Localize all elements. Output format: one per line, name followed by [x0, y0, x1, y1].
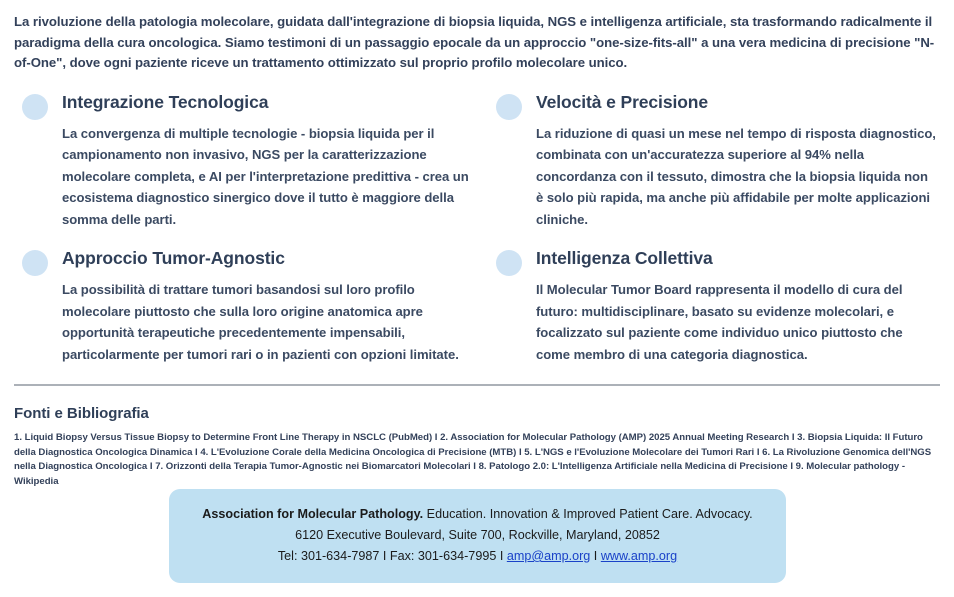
card-title: Intelligenza Collettiva [536, 248, 713, 268]
footer-separator: I [379, 549, 390, 563]
card-text: La riduzione di quasi un mese nel tempo di risposta diagnostico, combinata con un'accuratezza superiore al 94% nella concordanza con il tessuto, dimostra che la biopsia liquida non è solo più rapida, ma anche più affidabile per molte applicazioni cliniche. [536, 125, 936, 227]
highlight-card-intelligenza-collettiva [488, 246, 954, 365]
highlight-card-velocita-e-precisione [488, 90, 954, 231]
card-body [62, 90, 470, 231]
card-body [536, 246, 936, 365]
footer-tagline: Education. Innovation & Improved Patient Care. Advocacy. [423, 507, 753, 521]
footer-org-name: Association for Molecular Pathology. [202, 507, 424, 521]
footer-address: 6120 Executive Boulevard, Suite 700, Rockville, Maryland, 20852 [295, 528, 660, 542]
footer-separator: I [496, 549, 507, 563]
bullet-circle-icon [22, 250, 48, 276]
intro-paragraph: La rivoluzione della patologia molecolare, guidata dall'integrazione di biopsia liquida, NGS e intelligenza artificiale, sta trasformando radicalmente il paradigma della cura oncologica. Siamo testimoni di un passaggio epocale da un approccio "one-size-fits-all" a una vera medicina di precisione "N-of-One", dove ogni paziente riceve un trattamento ottimizzato sul proprio profilo molecolare unico. [14, 14, 935, 70]
highlight-card-approccio-tumor-agnostic [14, 246, 488, 365]
highlight-cards-grid [14, 90, 940, 366]
footer-fax: Fax: 301-634-7995 [389, 549, 497, 563]
footer-tel: Tel: 301-634-7987 [277, 549, 380, 563]
card-body [536, 90, 936, 231]
footer-website-link[interactable]: www.amp.org [600, 549, 678, 563]
footer-contact-line [187, 546, 768, 567]
card-text: Il Molecular Tumor Board rappresenta il modello di cura del futuro: multidisciplinare, basato su evidenze molecolari, e focalizzato sul paziente come individuo unico piuttosto che come membro di una categoria diagnostica. [536, 282, 903, 362]
card-title: Approccio Tumor-Agnostic [62, 248, 285, 268]
footer-email-link[interactable]: amp@amp.org [506, 549, 591, 563]
card-text: La convergenza di multiple tecnologie - biopsia liquida per il campionamento non invasivo, NGS per la caratterizzazione molecolare completa, e AI per l'interpretazione predittiva - crea un ecosistema diagnostico sinergico dove il tutto è maggiore della somma delle parti. [62, 125, 469, 227]
card-text: La possibilità di trattare tumori basandosi sul loro profilo molecolare piuttosto che sulla loro origine anatomica apre opportunità terapeutiche precedentemente impensabili, particolarmente per tumori rari o in pazienti con opzioni limitate. [62, 282, 459, 362]
bullet-circle-icon [22, 94, 48, 120]
section-divider [14, 384, 940, 386]
footer-contact-box [169, 489, 786, 583]
card-body [62, 246, 470, 365]
footer-separator: I [590, 549, 601, 563]
sources-list: 1. Liquid Biopsy Versus Tissue Biopsy to Determine Front Line Therapy in NSCLC (PubMed) I 2. Association for Molecular Pathology (AMP) 2025 Annual Meeting Research I 3. Biopsia Liquida: Il Futuro della Diagnostica Oncologica Dinamica I 4. L'Evoluzione Corale della Medicina Oncologica di Precisione (MTB) I 5. L'NGS e l'Evoluzione Molecolare dei Tumori Rari I 6. La Rivoluzione Genomica dell'NGS nella Diagnostica Oncologica I 7. Orizzonti della Terapia Tumor-Agnostic nei Biomarcatori Molecolari I 8. Patologo 2.0: L'Intelligenza Artificiale nella Medicina di Precisione I 9. Molecular pathology - Wikipedia [14, 432, 932, 487]
card-title: Integrazione Tecnologica [62, 91, 269, 112]
bullet-circle-icon [496, 94, 522, 120]
footer-org-line [187, 504, 768, 525]
bullet-circle-icon [496, 250, 522, 276]
highlight-card-integrazione-tecnologica [14, 90, 488, 231]
card-title: Velocità e Precisione [536, 91, 709, 112]
sources-heading: Fonti e Bibliografia [14, 405, 149, 422]
